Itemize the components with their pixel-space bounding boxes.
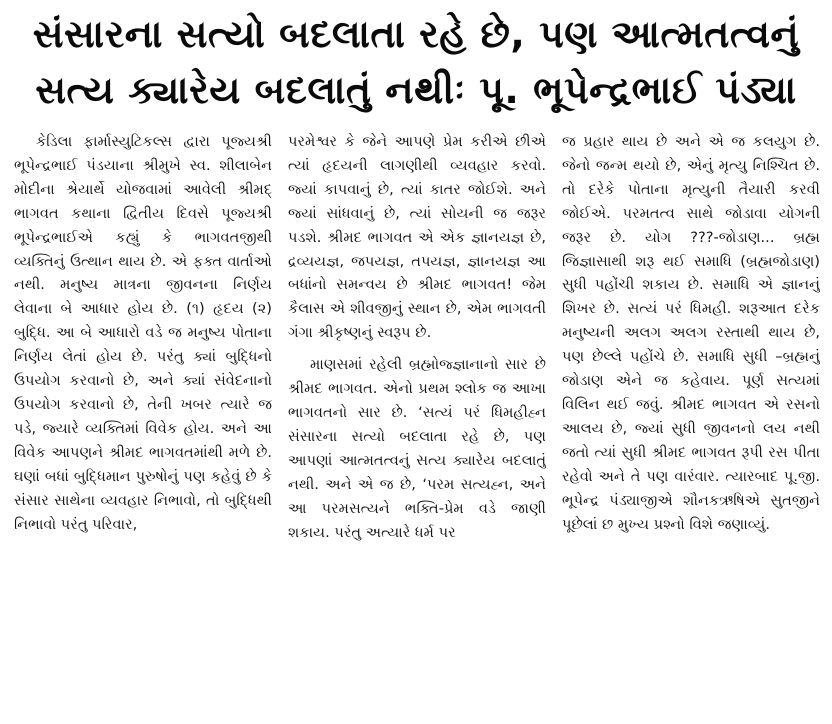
headline-line-1: સંસારના સત્યો બદલાતા રહે છે, પણ આત્મતત્વનું <box>32 12 800 56</box>
paragraph: જ પ્રહાર થાય છે અને એ જ કલયુગ છે. જેનો જન્મ થયો છે, એનું મૃત્યુ નિશ્ચિત છે. તો દરેકે પોતાના મૃત્યુની તૈયારી કરવી જોઈએ. પરમતત્વ સાથે જોડાવા યોગની જરૂર છે. યોગ ???-જોડાણ... બ્રહ્મ જિજ્ઞાસાથી શરૂ થઈ સમાધિ (બ્રહ્મજોડાણ) સુધી પહોંચી શકાય છે. સમાધિ એ જ્ઞાનનું શિખર છે. સત્યં પરં ધિમહી. શરૂઆત દરેક મનુષ્યની અલગ અલગ રસ્તાથી થાય છે, પણ છેલ્લે પહોંચે છે. સમાધિ સુધી –બ્રહ્મનું જોડાણ એને જ કહેવાય. પૂર્ણ સત્યમાં વિલિન થઈ જવું. શ્રીમદ ભાગવત એ રસનો આલય છે, જ્યાં સુધી જીવનનો લય નથી જતો ત્યાં સુધી શ્રીમદ ભાગવત રૂપી રસ પીતા રહેવો અને તે પણ વારંવાર. ત્યારબાદ પૂ.જી. ભૂપેન્દ્ર પંડ્યાજીએ શૌનકઋષિએ સુતજીને પૂછેલાં છ મુખ્ય પ્રશ્નો વિશે જણાવ્યું. <box>562 133 820 533</box>
article-column-3 <box>562 130 820 720</box>
paragraph: કેડિલા ફાર્માસ્યુટિકલ્સ દ્વારા પૂજ્યશ્રી ભૂપેન્દ્રભાઈ પંડયાના શ્રીમુખે સ્વ. શીલાબેન મોદીના શ્રેયાર્થે યોજવામાં આવેલી શ્રીમદ્ ભાગવત કથાના દ્વિતીય દિવસે પૂજ્યશ્રી ભૂપેન્દ્રભાઈએ કહ્યું કે ભાગવતજીથી વ્યક્તિનું ઉત્થાન થાય છે. એ ફક્ત વાર્તાઓ નથી. મનુષ્ય માત્રના જીવનના નિર્ણય લેવાના બે આધાર હોય છે. (૧) હૃદય (૨) બુદ્ધિ. આ બે આધારો વડે જ મનુષ્ય પોતાના નિર્ણય લેતાં હોય છે. પરંતુ ક્યાં બુદ્ધિનો ઉપયોગ કરવાનો છે, અને ક્યાં સંવેદનાનો ઉપયોગ કરવાનો છે, તેની ખબર ત્યારે જ પડે, જ્યારે વ્યક્તિમાં વિવેક હોય. અને આ વિવેક આપણને શ્રીમદ ભાગવતમાંથી મળે છે. ઘણાં બધાં બુદ્ધિમાન પુરુષોનું પણ કહેવું છે કે સંસાર સાથેના વ્યવહાર નિભાવો, તો બુદ્ધિથી નિભાવો પરંતુ પરિવાર, <box>14 133 272 533</box>
headline <box>0 6 832 118</box>
headline-line-2: સત્ય ક્યારેય બદલાતું નથીઃ પૂ. ભૂપેન્દ્રભાઈ પંડ્યા <box>35 68 797 112</box>
paragraph: માણસમાં રહેલી બ્રહ્મોજ્જ્ઞાનાનો સાર છે શ્રીમદ ભાગવત. એનો પ્રથમ શ્લોક જ આખા ભાગવતનો સાર છે. ‘સત્યં પરં ધિમહીહ્ન સંસારના સત્યો બદલાતા રહે છે, પણ આપણાં આત્મતત્વનું સત્ય ક્યારેય બદલાતું નથી. અને એ જ છે, ‘પરમ સત્યહ્ન, અને આ પરમસત્યને ભક્તિ-પ્રેમ વડે જાણી શકાય. પરંતુ અત્યારે ધર્મ પર <box>288 356 546 541</box>
article-column-2 <box>288 130 546 720</box>
article-body <box>14 130 820 720</box>
article-column-1 <box>14 130 272 720</box>
paragraph: પરમેશ્વર કે જેને આપણે પ્રેમ કરીએ છીએ ત્યાં હૃદયની લાગણીથી વ્યવહાર કરવો. જ્યાં કાપવાનું છે, ત્યાં કાતર જોઈશે. અને જ્યાં સાંધવાનું છે, ત્યાં સોયની જ જરૂર પડશે. શ્રીમદ ભાગવત એ એક જ્ઞાનયજ્ઞ છે, દ્રવ્યયજ્ઞ, જપયજ્ઞ, તપયજ્ઞ, જ્ઞાનયજ્ઞ આ બધાંનો સમન્વય છે શ્રીમદ ભાગવત! જેમ કૈલાસ એ શીવજીનું સ્થાન છે, એમ ભાગવતી ગંગા શ્રીકૃષ્ણનું સ્વરૂપ છે. <box>288 133 546 342</box>
